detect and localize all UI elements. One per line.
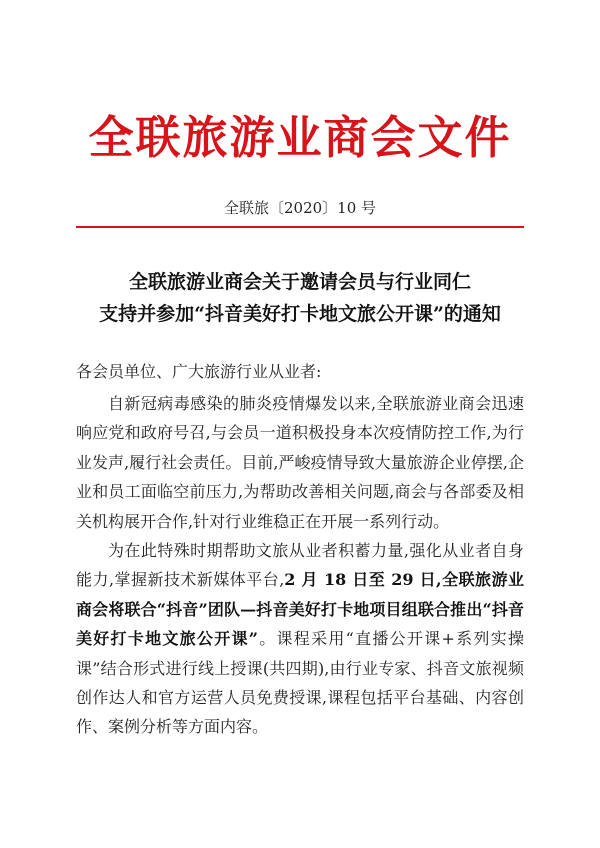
paragraph-2-rest: 。课程采用“直播公开课+系列实操课”结合形式进行线上授课(共四期),由行业专家、抖音文旅视频创作达人和官方运营人员免费授课,课程包括平台基础、内容创作、案例分析等方面内容。	[76, 629, 524, 737]
red-divider-line	[76, 226, 524, 228]
notice-title	[0, 266, 600, 330]
paragraph-2-bold-announcement: 2 月 18 日至 29 日,全联旅游业商会将联合“抖音”团队—抖音美好打卡地项目组联合推出“抖音美好打卡地文旅公开课”	[76, 570, 524, 649]
notice-body	[76, 389, 524, 742]
body-paragraph-2	[76, 536, 524, 742]
body-paragraph-1: 自新冠病毒感染的肺炎疫情爆发以来,全联旅游业商会迅速响应党和政府号召,与会员一道积极投身本次疫情防控工作,为行业发声,履行社会责任。目前,严峻疫情导致大量旅游企业停摆,企业和员工面临空前压力,为帮助改善相关问题,商会与各部委及相关机构展开合作,针对行业维稳正在开展一系列行动。	[76, 394, 524, 531]
paragraph-2-intro: 为在此特殊时期帮助文旅从业者积蓄力量,强化从业者自身能力,掌握新技术新媒体平台,	[76, 541, 524, 590]
notice-title-line-2: 支持并参加“抖音美好打卡地文旅公开课”的通知	[99, 303, 501, 325]
document-number: 全联旅〔2020〕10 号	[223, 199, 377, 217]
organization-file-header: 全联旅游业商会文件	[88, 111, 512, 164]
salutation: 各会员单位、广大旅游行业从业者:	[76, 362, 322, 381]
notice-title-line-1: 全联旅游业商会关于邀请会员与行业同仁	[128, 271, 471, 293]
